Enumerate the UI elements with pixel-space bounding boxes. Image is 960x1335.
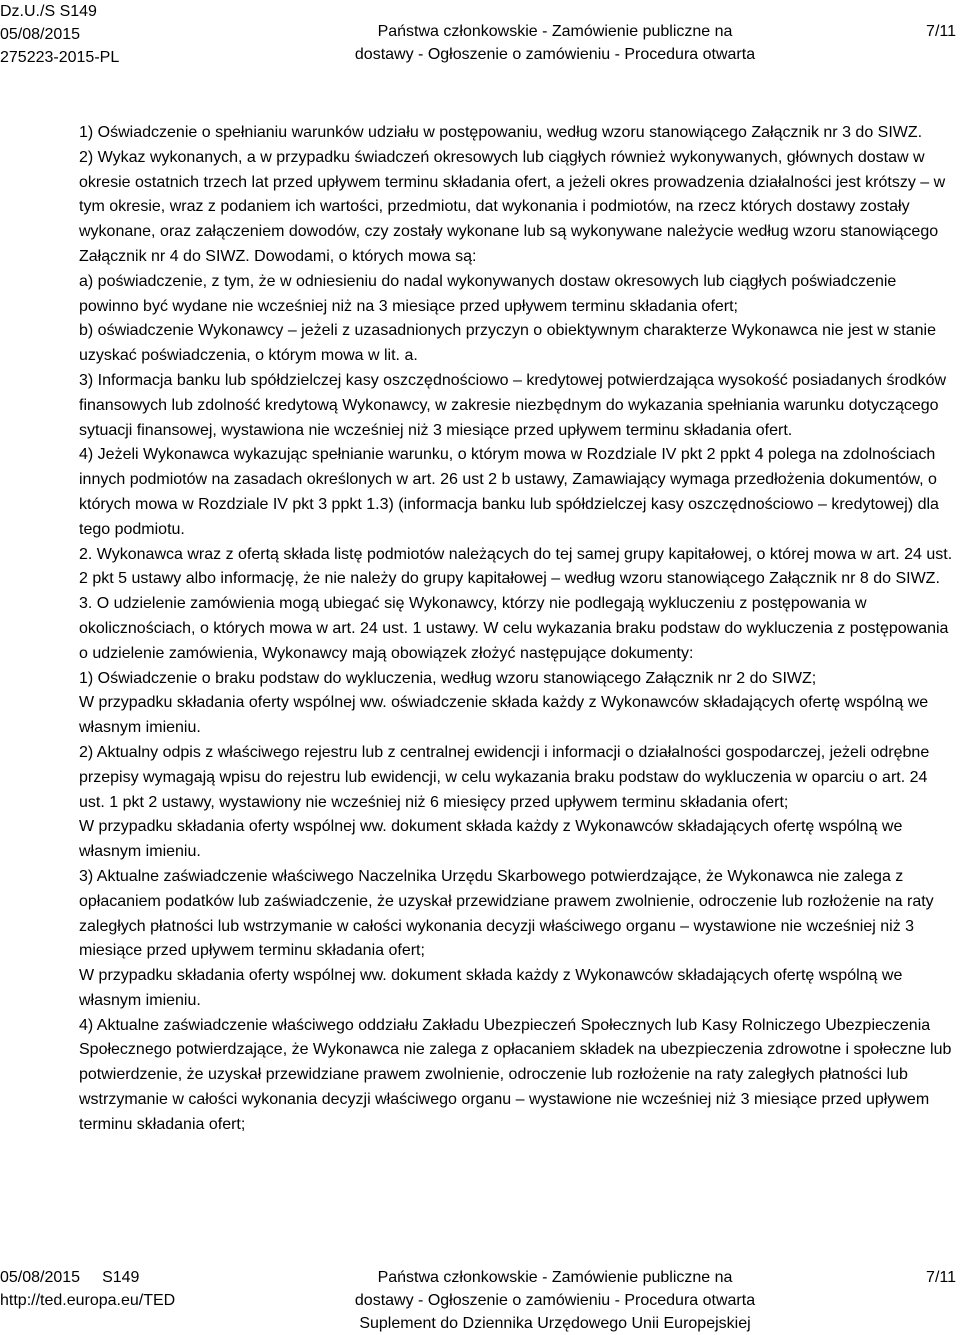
publication-date: 05/08/2015 bbox=[0, 26, 81, 43]
footer-title bbox=[300, 1266, 810, 1335]
paragraph: 4) Aktualne zaświadczenie właściwego oddziału Zakładu Ubezpieczeń Społecznych lub Kasy Rolniczego Ubezpieczenia Społecznego potwierdzające, że Wykonawca nie zalega z opłacaniem składek na ubezpieczenia zdrowotne i społeczne lub potwierdzenie, że uzyskał przewidziane prawem zwolnienie, odroczenie lub rozłożenie na raty zaległych płatności lub wstrzymanie w całości wykonania decyzji właściwego organu – wystawione nie wcześniej niż 3 miesiące przed upływem terminu składania ofert; bbox=[79, 1016, 952, 1133]
paragraph: b) oświadczenie Wykonawcy – jeżeli z uzasadnionych przyczyn o obiektywnym charakterze Wykonawca nie jest w stanie uzyskać poświadczenia, o którym mowa w lit. a. bbox=[79, 322, 936, 365]
document-id: 275223-2015-PL bbox=[0, 49, 120, 66]
footer-date: 05/08/2015 bbox=[0, 1269, 81, 1286]
footer-title-line-1: Państwa członkowskie - Zamówienie publiczne na bbox=[377, 1269, 733, 1286]
footer-left bbox=[0, 1266, 175, 1312]
paragraph: W przypadku składania oferty wspólnej ww. dokument składa każdy z Wykonawców składających ofertę wspólną we własnym imieniu. bbox=[79, 818, 903, 861]
header-page-number: 7/11 bbox=[926, 23, 956, 40]
paragraph: 1) Oświadczenie o braku podstaw do wykluczenia, według wzoru stanowiącego Załącznik nr 2 do SIWZ; bbox=[79, 669, 817, 687]
paragraph: 4) Jeżeli Wykonawca wykazując spełnianie warunku, o którym mowa w Rozdziale IV pkt 2 ppkt 4 polega na zdolnościach innych podmiotów na zasadach określonych w art. 26 ust 2 b ustawy, Zamawiający wymaga przedłożenia dokumentów, o których mowa w Rozdziale IV pkt 3 ppkt 1.3) (informacja banku lub spółdzielczej kasy oszczędnościowo – kredytowej) dla tego podmiotu. bbox=[79, 446, 939, 538]
header-title-line-1: Państwa członkowskie - Zamówienie publiczne na bbox=[377, 23, 733, 40]
header-left bbox=[0, 0, 119, 69]
paragraph: W przypadku składania oferty wspólnej ww. oświadczenie składa każdy z Wykonawców składających ofertę wspólną we własnym imieniu. bbox=[79, 694, 929, 737]
paragraph: 2. Wykonawca wraz z ofertą składa listę podmiotów należących do tej samej grupy kapitałowej, o której mowa w art. 24 ust. 2 pkt 5 ustawy albo informację, że nie należy do grupy kapitałowej – według wzoru stanowiącego Załącznik nr 8 do SIWZ. bbox=[79, 545, 953, 588]
paragraph: W przypadku składania oferty wspólnej ww. dokument składa każdy z Wykonawców składających ofertę wspólną we własnym imieniu. bbox=[79, 967, 903, 1009]
paragraph: 3) Aktualne zaświadczenie właściwego Naczelnika Urzędu Skarbowego potwierdzające, że Wykonawca nie zalega z opłacaniem podatków lub zaświadczenie, że uzyskał przewidziane prawem zwolnienie, odroczenie lub rozłożenie na raty zaległych płatności lub wstrzymanie w całości wykonania decyzji właściwego organu – wystawione nie wcześniej niż 3 miesiące przed upływem terminu składania ofert; bbox=[79, 867, 934, 960]
header-title-line-2: dostawy - Ogłoszenie o zamówieniu - Procedura otwarta bbox=[354, 46, 756, 63]
paragraph: a) poświadczenie, z tym, że w odniesieniu do nadal wykonywanych dostaw okresowych lub ciągłych poświadczenie powinno być wydane nie wcześniej niż na 3 miesiące przed upływem terminu składania ofert; bbox=[79, 272, 897, 315]
paragraph: 2) Wykaz wykonanych, a w przypadku świadczeń okresowych lub ciągłych również wykonywanych, głównych dostaw w okresie ostatnich trzech lat przed upływem terminu składania ofert, a jeżeli okres prowadzenia działalności jest krótszy – w tym okresie, wraz z podaniem ich wartości, przedmiotu, dat wykonania i podmiotów, na rzecz których dostawy zostały wykonane, oraz załączeniem dowodów, czy zostały wykonane lub są wykonywane należycie według wzoru stanowiącego Załącznik nr 4 do SIWZ. Dowodami, o których mowa są: bbox=[79, 148, 946, 265]
footer-issue: S149 bbox=[102, 1269, 140, 1286]
paragraph: 1) Oświadczenie o spełnianiu warunków udziału w postępowaniu, według wzoru stanowiącego Załącznik nr 3 do SIWZ. bbox=[79, 124, 923, 141]
footer-title-line-3: Suplement do Dziennika Urzędowego Unii Europejskiej bbox=[359, 1315, 751, 1332]
paragraph: 2) Aktualny odpis z właściwego rejestru lub z centralnej ewidencji i informacji o działalności gospodarczej, jeżeli odrębne przepisy wymagają wpisu do rejestru lub ewidencji, w celu wykazania braku podstaw do wykluczenia w oparciu o art. 24 ust. 1 pkt 2 ustawy, wystawiony nie wcześniej niż 6 miesięcy przed upływem terminu składania ofert; bbox=[79, 743, 930, 811]
footer-url[interactable]: http://ted.europa.eu/TED bbox=[0, 1292, 176, 1309]
paragraph: 3) Informacja banku lub spółdzielczej kasy oszczędnościowo – kredytowej potwierdzająca wysokość posiadanych środków finansowych lub zdolność kredytową Wykonawcy, w zakresie niezbędnym do wykazania spełniania warunku dotyczącego sytuacji finansowej, wystawiona nie wcześniej niż 3 miesiące przed upływem terminu składania ofert. bbox=[79, 371, 947, 439]
footer-page-number: 7/11 bbox=[926, 1269, 956, 1286]
journal-ref: Dz.U./S S149 bbox=[0, 3, 97, 20]
footer-title-line-2: dostawy - Ogłoszenie o zamówieniu - Procedura otwarta bbox=[354, 1292, 756, 1309]
paragraph: 3. O udzielenie zamówienia mogą ubiegać się Wykonawcy, którzy nie podlegają wykluczeniu z postępowania w okolicznościach, o których mowa w art. 24 ust. 1 ustawy. W celu wykazania braku podstaw do wykluczenia z postępowania o udzielenie zamówienia, Wykonawcy mają obowiązek złożyć następujące dokumenty: bbox=[79, 595, 949, 662]
header-title bbox=[300, 20, 810, 66]
document-body bbox=[79, 121, 957, 1138]
